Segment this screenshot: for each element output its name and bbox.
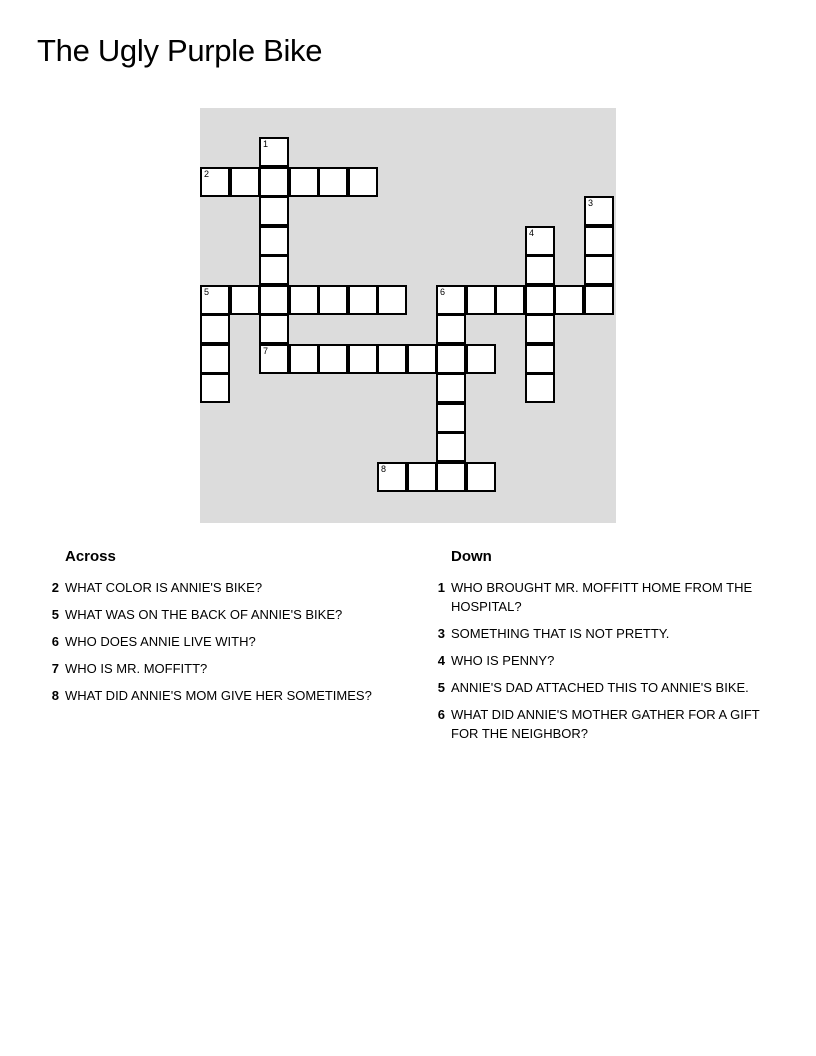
grid-cell[interactable]: [525, 255, 555, 285]
down-heading: Down: [451, 548, 492, 565]
grid-cell[interactable]: [289, 167, 319, 197]
grid-cell[interactable]: [259, 344, 289, 374]
clue-item: [426, 624, 776, 643]
cell-number: 1: [263, 139, 269, 149]
clue-item: [40, 632, 400, 651]
grid-cell[interactable]: [259, 314, 289, 344]
grid-cell[interactable]: [466, 344, 496, 374]
cell-number: 2: [204, 169, 210, 179]
grid-cell[interactable]: [318, 167, 348, 197]
clue-item: [426, 705, 776, 743]
grid-cell[interactable]: [466, 462, 496, 492]
grid-cell[interactable]: [200, 344, 230, 374]
grid-cell[interactable]: [436, 373, 466, 403]
clue-item: [40, 686, 400, 705]
grid-cell[interactable]: [466, 285, 496, 315]
clue-text: SOMETHING THAT IS NOT PRETTY.: [451, 626, 670, 641]
grid-cell[interactable]: [436, 462, 466, 492]
clue-item: [40, 605, 400, 624]
grid-cell[interactable]: [525, 314, 555, 344]
grid-cell[interactable]: [200, 285, 230, 315]
grid-cell[interactable]: [525, 285, 555, 315]
grid-cell[interactable]: [230, 167, 260, 197]
grid-cell[interactable]: [259, 167, 289, 197]
cell-number: 4: [529, 228, 535, 238]
grid-cell[interactable]: [259, 226, 289, 256]
grid-cell[interactable]: [377, 285, 407, 315]
clue-text: ANNIE'S DAD ATTACHED THIS TO ANNIE'S BIKE.: [451, 680, 749, 695]
cell-number: 5: [204, 287, 210, 297]
clue-number: 5: [437, 680, 445, 695]
grid-cell[interactable]: [525, 373, 555, 403]
across-heading: Across: [65, 548, 116, 565]
crossword-grid: [200, 108, 616, 523]
cell-number: 8: [381, 464, 387, 474]
clue-text: WHAT COLOR IS ANNIE'S BIKE?: [65, 580, 263, 595]
grid-cell[interactable]: [436, 285, 466, 315]
clue-item: [40, 659, 400, 678]
grid-cell[interactable]: [407, 462, 437, 492]
down-clues: [426, 548, 776, 751]
grid-cell[interactable]: [436, 344, 466, 374]
cell-number: 3: [588, 198, 594, 208]
clue-text: WHAT DID ANNIE'S MOTHER GATHER FOR A GIFT FOR THE NEIGHBOR?: [451, 707, 760, 741]
grid-cell[interactable]: [200, 314, 230, 344]
grid-cell[interactable]: [259, 255, 289, 285]
clue-number: 3: [437, 626, 445, 641]
clue-number: 6: [437, 707, 445, 722]
grid-cell[interactable]: [495, 285, 525, 315]
clue-number: 1: [437, 580, 445, 595]
grid-cell[interactable]: [436, 432, 466, 462]
clue-number: 2: [51, 580, 59, 595]
clue-text: WHO IS PENNY?: [451, 653, 555, 668]
grid-cell[interactable]: [348, 344, 378, 374]
clue-text: WHO BROUGHT MR. MOFFITT HOME FROM THE HOSPITAL?: [451, 580, 753, 614]
grid-cell[interactable]: [348, 285, 378, 315]
grid-cell[interactable]: [318, 344, 348, 374]
grid-cell[interactable]: [554, 285, 584, 315]
across-clues: [40, 548, 400, 713]
grid-cell[interactable]: [436, 403, 466, 433]
grid-cell[interactable]: [230, 285, 260, 315]
clue-number: 6: [51, 634, 59, 649]
clue-item: [40, 578, 400, 597]
grid-cell[interactable]: [584, 255, 614, 285]
clue-item: [426, 651, 776, 670]
grid-cell[interactable]: [377, 462, 407, 492]
grid-cell[interactable]: [348, 167, 378, 197]
grid-cell[interactable]: [584, 196, 614, 226]
grid-cell[interactable]: [318, 285, 348, 315]
grid-cell[interactable]: [259, 196, 289, 226]
clue-item: [426, 678, 776, 697]
clue-text: WHAT DID ANNIE'S MOM GIVE HER SOMETIMES?: [65, 688, 372, 703]
clue-text: WHO DOES ANNIE LIVE WITH?: [65, 634, 256, 649]
grid-cell[interactable]: [289, 344, 319, 374]
grid-cell[interactable]: [200, 373, 230, 403]
grid-cell[interactable]: [259, 137, 289, 167]
grid-cell[interactable]: [259, 285, 289, 315]
grid-cell[interactable]: [407, 344, 437, 374]
clue-text: WHAT WAS ON THE BACK OF ANNIE'S BIKE?: [65, 607, 343, 622]
page-title: The Ugly Purple Bike: [37, 33, 323, 68]
grid-cell[interactable]: [200, 167, 230, 197]
clue-item: [426, 578, 776, 616]
clue-number: 8: [51, 688, 59, 703]
clue-number: 4: [437, 653, 445, 668]
clue-number: 7: [51, 661, 59, 676]
grid-cell[interactable]: [584, 285, 614, 315]
cell-number: 6: [440, 287, 446, 297]
grid-cell[interactable]: [377, 344, 407, 374]
grid-cell[interactable]: [525, 344, 555, 374]
cell-number: 7: [263, 346, 269, 356]
grid-cell[interactable]: [584, 226, 614, 256]
grid-cell[interactable]: [525, 226, 555, 256]
clue-text: WHO IS MR. MOFFITT?: [65, 661, 208, 676]
clue-number: 5: [51, 607, 59, 622]
grid-cell[interactable]: [436, 314, 466, 344]
grid-cell[interactable]: [289, 285, 319, 315]
